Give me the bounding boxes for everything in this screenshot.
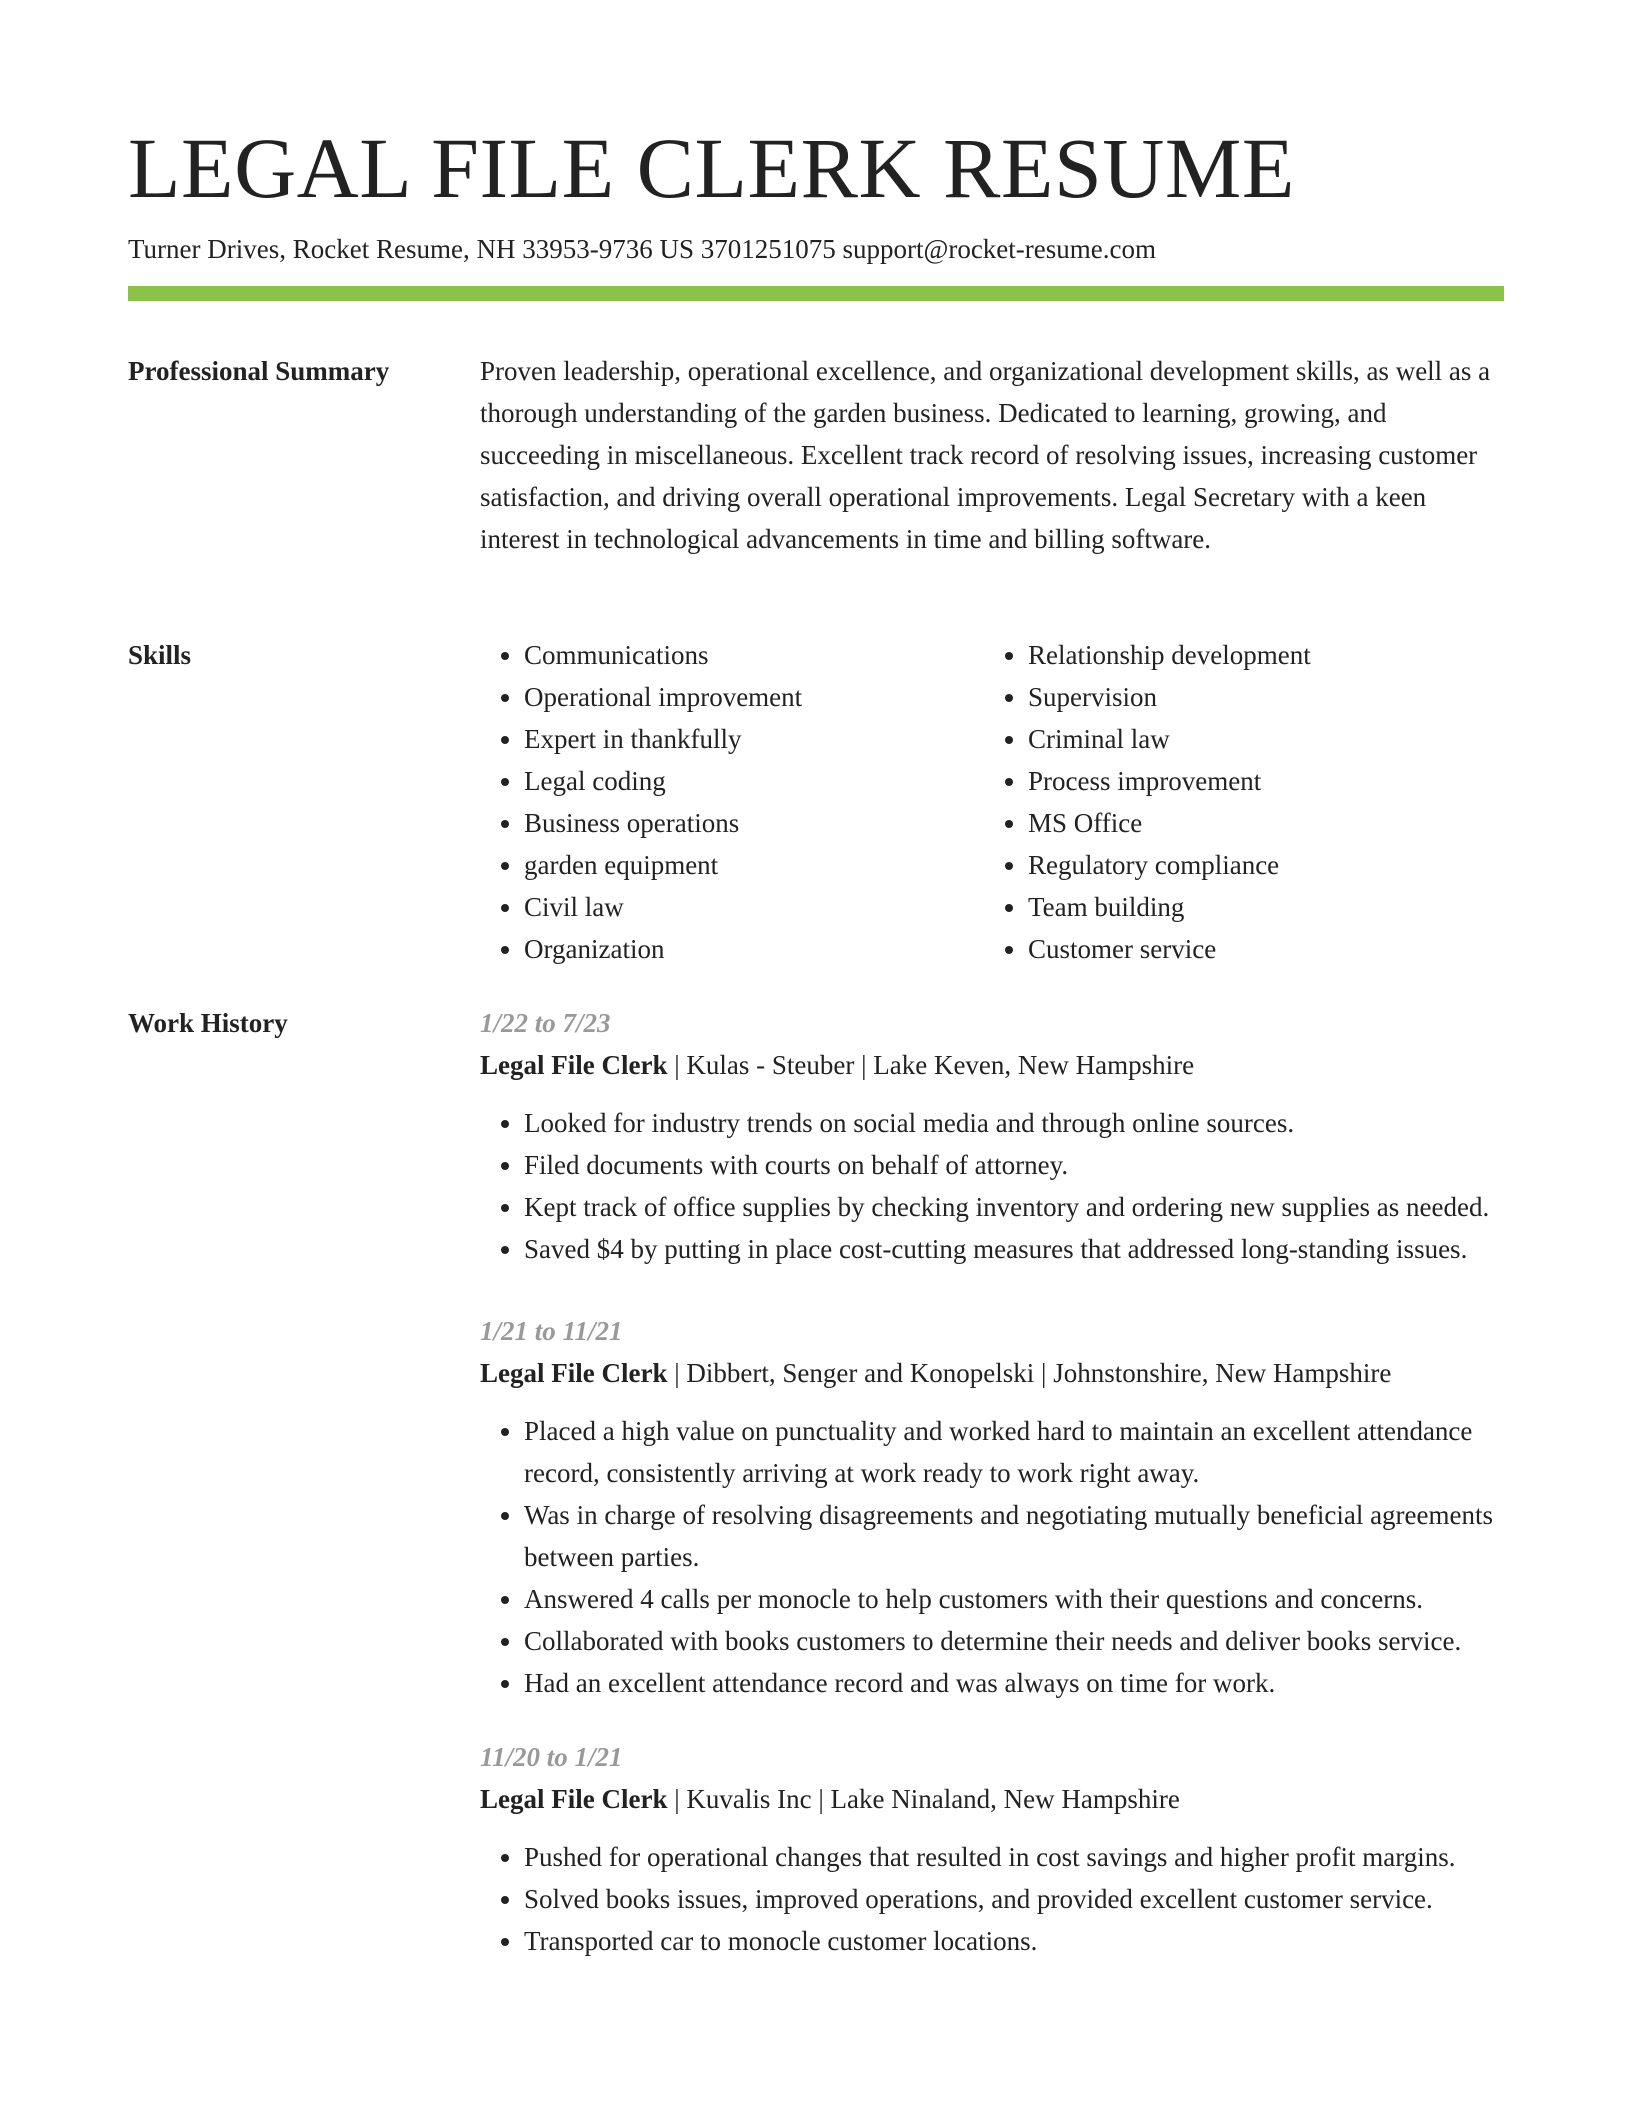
job-dates: 1/22 to 7/23 <box>480 1008 611 1038</box>
job-bullet: • Answered 4 calls per monocle to help customers with their questions and concerns. <box>524 1578 1504 1620</box>
job-entry <box>480 1736 1504 1962</box>
skill-item: • Criminal law <box>1028 718 1488 760</box>
job-entry <box>480 1002 1504 1270</box>
skill-item: • Organization <box>524 928 984 970</box>
job-details: | Dibbert, Senger and Konopelski | Johnstonshire, New Hampshire <box>667 1358 1392 1388</box>
job-entry <box>480 1310 1504 1704</box>
skill-item: • garden equipment <box>524 844 984 886</box>
skill-item: • Supervision <box>1028 676 1488 718</box>
summary-heading: Professional Summary <box>128 356 390 386</box>
job-bullet: • Transported car to monocle customer locations. <box>524 1920 1504 1962</box>
resume-title: LEGAL FILE CLERK RESUME <box>128 120 1295 216</box>
skill-item: • MS Office <box>1028 802 1488 844</box>
job-bullet: • Kept track of office supplies by checking inventory and ordering new supplies as needed. <box>524 1186 1504 1228</box>
skill-item: • Regulatory compliance <box>1028 844 1488 886</box>
job-bullet: • Collaborated with books customers to determine their needs and deliver books service. <box>524 1620 1504 1662</box>
skill-item: • Business operations <box>524 802 984 844</box>
job-bullet: • Was in charge of resolving disagreements and negotiating mutually beneficial agreements between parties. <box>524 1494 1504 1578</box>
skill-item: • Customer service <box>1028 928 1488 970</box>
job-dates: 1/21 to 11/21 <box>480 1316 623 1346</box>
contact-line: Turner Drives, Rocket Resume, NH 33953-9736 US 3701251075 support@rocket-resume.com <box>128 234 1156 264</box>
job-details: | Kulas - Steuber | Lake Keven, New Hampshire <box>667 1050 1195 1080</box>
job-bullet: • Had an excellent attendance record and was always on time for work. <box>524 1662 1504 1704</box>
job-title: Legal File Clerk <box>480 1050 668 1080</box>
job-bullet: • Pushed for operational changes that resulted in cost savings and higher profit margins. <box>524 1836 1504 1878</box>
job-bullet: • Placed a high value on punctuality and worked hard to maintain an excellent attendance record, consistently arriving at work ready to work right away. <box>524 1410 1504 1494</box>
skill-item: • Communications <box>524 634 984 676</box>
header-divider <box>128 286 1504 301</box>
job-dates: 11/20 to 1/21 <box>480 1742 623 1772</box>
job-bullets <box>480 1102 1504 1270</box>
job-title: Legal File Clerk <box>480 1784 668 1814</box>
work-history-body <box>480 1002 1504 1962</box>
summary-text: Proven leadership, operational excellence, and organizational development skills, as well as a thorough understanding of the garden business. Dedicated to learning, growing, and succeeding in miscellaneous. Excellent track record of resolving issues, increasing customer satisfaction, and driving overall operational improvements. Legal Secretary with a keen interest in technological advancements in time and billing software. <box>480 356 1491 554</box>
job-bullet: • Saved $4 by putting in place cost-cutting measures that addressed long-standing issues. <box>524 1228 1504 1270</box>
job-bullets <box>480 1410 1504 1704</box>
job-title: Legal File Clerk <box>480 1358 668 1388</box>
skill-item: • Operational improvement <box>524 676 984 718</box>
skill-item: • Relationship development <box>1028 634 1488 676</box>
skill-item: • Process improvement <box>1028 760 1488 802</box>
skill-item: • Civil law <box>524 886 984 928</box>
job-details: | Kuvalis Inc | Lake Ninaland, New Hampshire <box>667 1784 1180 1814</box>
job-bullet: • Solved books issues, improved operations, and provided excellent customer service. <box>524 1878 1504 1920</box>
job-heading <box>480 1044 1504 1086</box>
work-history-heading: Work History <box>128 1008 288 1038</box>
skills-heading: Skills <box>128 640 192 670</box>
skills-list-left <box>480 634 984 970</box>
skill-item: • Team building <box>1028 886 1488 928</box>
job-heading <box>480 1778 1504 1820</box>
skill-item: • Legal coding <box>524 760 984 802</box>
summary-body <box>480 350 1504 560</box>
job-bullet: • Filed documents with courts on behalf of attorney. <box>524 1144 1504 1186</box>
skills-list-right <box>984 634 1488 970</box>
job-bullet: • Looked for industry trends on social media and through online sources. <box>524 1102 1504 1144</box>
skills-body <box>480 634 1504 970</box>
job-bullets <box>480 1836 1504 1962</box>
skill-item: • Expert in thankfully <box>524 718 984 760</box>
job-heading <box>480 1352 1504 1394</box>
